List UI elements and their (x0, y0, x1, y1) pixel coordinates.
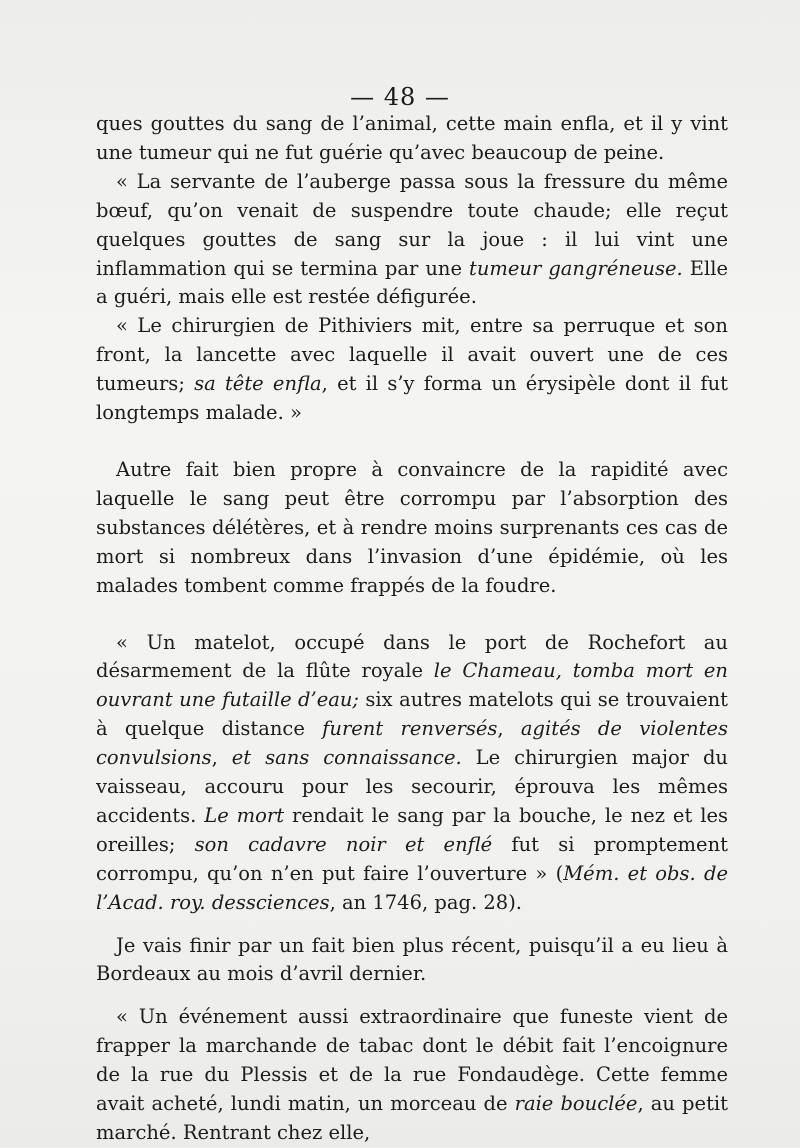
text-run: Autre fait bien propre à convaincre de la rapidité avec laquelle le sang peut être corrompu par l’absorption des substances délétères, et à rendre moins surprenants ces cas de mort si nombreux dans l’invasion d’une épidémie, où les malades tombent comme frappés de la foudre. (96, 457, 728, 597)
italic-run: agités de violentes convulsions (96, 717, 728, 770)
italic-run: le Chameau, tomba mort en ouvrant une futaille d’eau; (96, 659, 728, 712)
paragraph (96, 932, 728, 990)
italic-run: tumeur gangréneuse. (469, 256, 683, 280)
text-run: , (211, 746, 232, 770)
text-run: fut si promptement corrompu, qu’on n’en put faire l’ouverture » ( (96, 832, 728, 885)
paragraph (96, 110, 728, 168)
italic-run: furent renversés (322, 717, 498, 741)
paragraph (96, 629, 728, 918)
text-run: « Un événement aussi extraordinaire que funeste vient de frapper la marchande de tabac dont le débit fait l’encoignure de la rue du Plessis et de la rue Fondaudège. Cette femme avait acheté, lundi matin, un morceau de (96, 1005, 728, 1116)
text-run: ques gouttes du sang de l’animal, cette main enfla, et il y vint une tumeur qui ne fut guérie qu’avec beaucoup de peine. (96, 112, 728, 164)
paragraph (96, 168, 728, 313)
text-run: rendait le sang par la bouche, le nez et les oreilles; (96, 803, 729, 856)
text-run: « La servante de l’auberge passa sous la fressure du même bœuf, qu’on venait de suspendre toute chaude; elle reçut quelques gouttes de sang sur la joue : il lui vint une inflammation qui se termina par une (96, 169, 728, 280)
italic-run: et sans connaissance. (231, 746, 462, 770)
italic-run: Mém. et obs. de l’Acad. roy. dessciences (96, 861, 728, 914)
italic-run: sa tête enfla (194, 372, 322, 396)
text-run: Elle a guéri, mais elle est restée défigurée. (96, 256, 728, 309)
text-run: « Un matelot, occupé dans le port de Rochefort au désarmement de la flûte royale (96, 630, 728, 683)
text-run: , (497, 717, 521, 741)
paragraph (96, 312, 728, 428)
page-number: — 48 — (350, 83, 450, 111)
paragraph (96, 1003, 728, 1148)
text-run: « Le chirurgien de Pithiviers mit, entre sa perruque et son front, la lancette avec laquelle il avait ouvert une de ces tumeurs; (96, 314, 728, 396)
text-run: , et il s’y forma un érysipèle dont il fut longtemps malade. » (96, 372, 728, 425)
text-run: six autres matelots qui se trouvaient à quelque distance (96, 688, 729, 741)
text-run: , an 1746, pag. 28). (329, 890, 523, 914)
italic-run: raie bouclée (514, 1092, 638, 1116)
text-run: Je vais finir par un fait bien plus récent, puisqu’il a eu lieu à Bordeaux au mois d’avril dernier. (96, 933, 728, 986)
paragraph (96, 456, 728, 601)
text-run: Le chirurgien major du vaisseau, accouru pour les secourir, éprouva les mêmes accidents. (96, 746, 728, 827)
text-run: , au petit marché. Rentrant chez elle, (96, 1092, 728, 1144)
body-text (96, 110, 728, 1148)
italic-run: son cadavre noir et enflé (194, 832, 493, 856)
italic-run: Le mort (204, 803, 285, 827)
